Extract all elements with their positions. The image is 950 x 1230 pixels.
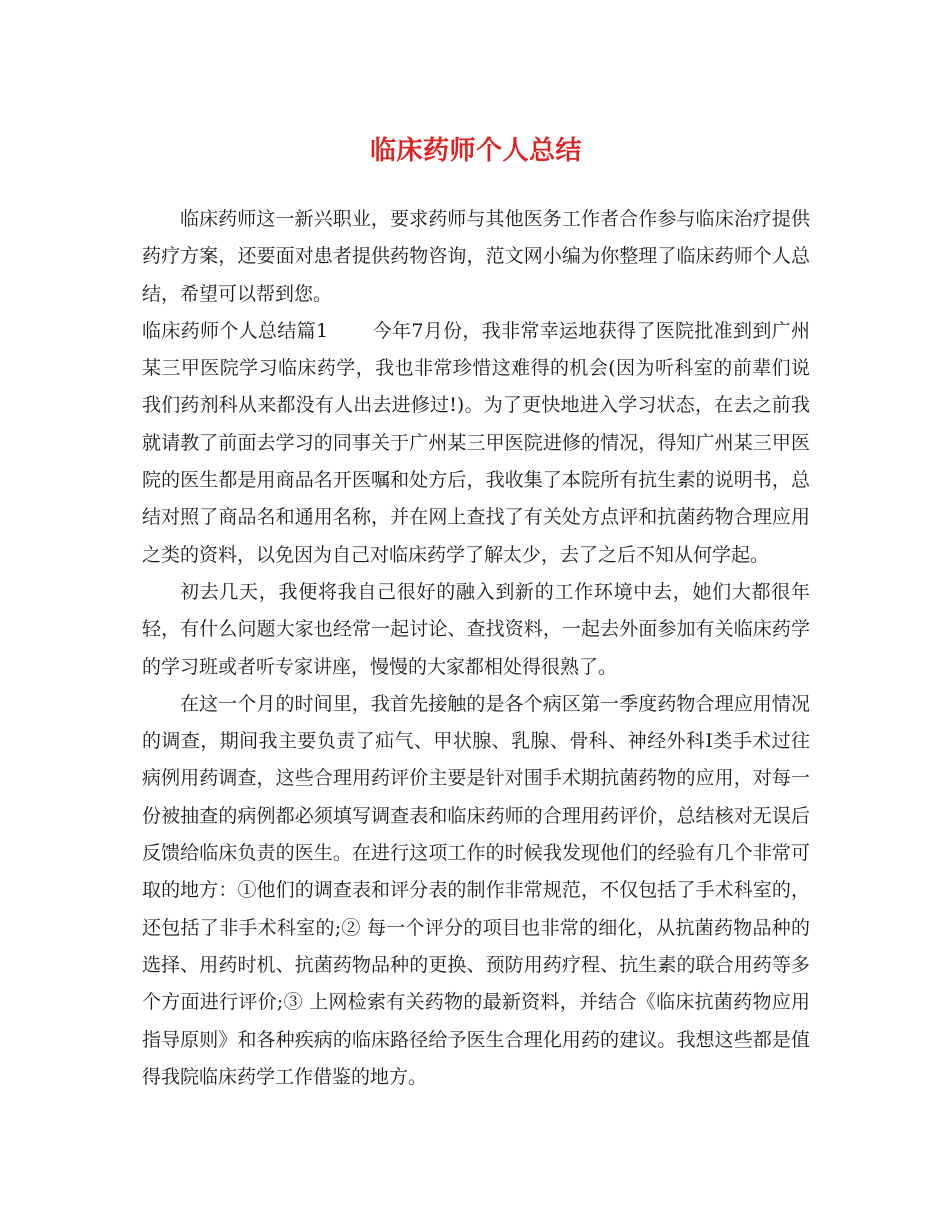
document-title: 临床药师个人总结 <box>369 136 582 166</box>
section-1-text: 今年7月份，我非常幸运地获得了医院批准到到广州某三甲医院学习临床药学，我也非常珍惜这难得的机会(因为听科室的前辈们说我们药剂科从来都没有人出去进修过!)。为了更快地进入学习状态，在去之前我就请教了前面去学习的同事关于广州某三甲医院进修的情况，得知广州某三甲医院的医生都是用商品名开医嘱和处方后，我收集了本院所有抗生素的说明书，总结对照了商品名和通用名称，并在网上查找了有关处方点评和抗菌药物合理应用之类的资料，以免因为自己对临床药学了解太少，去了之后不知从何学起。 <box>142 319 811 566</box>
document-body <box>142 201 810 1096</box>
section-1-paragraph <box>142 313 810 574</box>
paragraph-3: 初去几天，我便将我自己很好的融入到新的工作环境中去，她们大都很年轻，有什么问题大家也经常一起讨论、查找资料，一起去外面参加有关临床药学的学习班或者听专家讲座，慢慢的大家都相处得很熟了。 <box>142 580 810 678</box>
section-1-heading: 临床药师个人总结篇1 <box>142 319 329 342</box>
paragraph-4: 在这一个月的时间里，我首先接触的是各个病区第一季度药物合理应用情况的调查，期间我主要负责了疝气、甲状腺、乳腺、骨科、神经外科Ⅰ类手术过往病例用药调查，这些合理用药评价主要是针对围手术期抗菌药物的应用，对每一份被抽查的病例都必须填写调查表和临床药师的合理用药评价，总结核对无误后反馈给临床负责的医生。在进行这项工作的时候我发现他们的经验有几个非常可取的地方：①他们的调查表和评分表的制作非常规范，不仅包括了手术科室的，还包括了非手术科室的;② 每一个评分的项目也非常的细化，从抗菌药物品种的选择、用药时机、抗菌药物品种的更换、预防用药疗程、抗生素的联合用药等多个方面进行评价;③ 上网检索有关药物的最新资料，并结合《临床抗菌药物应用指导原则》和各种疾病的临床路径给予医生合理化用药的建议。我想这些都是值得我院临床药学工作借鉴的地方。 <box>142 692 810 1088</box>
intro-paragraph: 临床药师这一新兴职业，要求药师与其他医务工作者合作参与临床治疗提供药疗方案，还要面对患者提供药物咨询，范文网小编为你整理了临床药师个人总结，希望可以帮到您。 <box>142 208 810 305</box>
heading-gap <box>328 320 373 342</box>
